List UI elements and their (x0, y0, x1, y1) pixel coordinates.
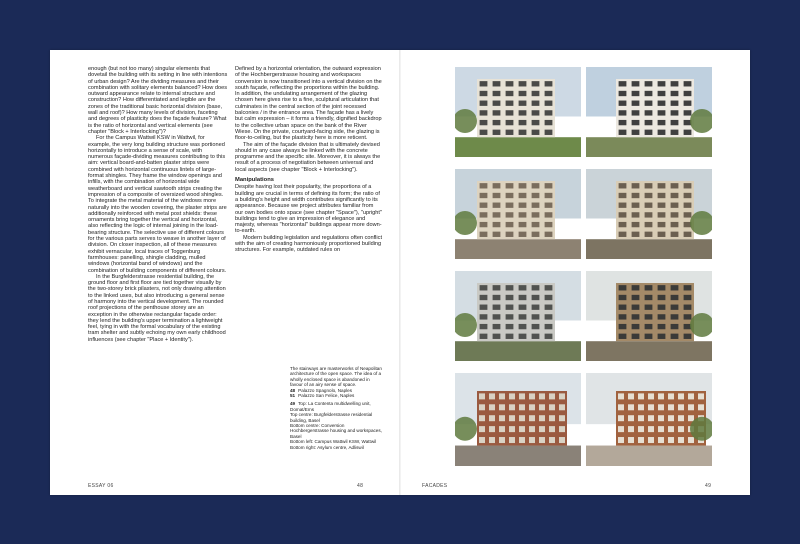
footer-label-right: FACADES (422, 483, 448, 489)
image-captions (290, 366, 382, 450)
photo-la-contenta-left (455, 67, 581, 157)
caption-text: Top: La Contenta multidwelling unit, Domat/Ems (290, 401, 371, 412)
paragraph: Despite having lost their popularity, the proportions of a building are crucial in terms of defining its form; the ratio of a building's height and width contributes significantly to its appearance. Because we project attributes familiar from our own bodies onto space (see chapter "Space"), "upright" buildings tend to give an impression of elegance and majesty, whereas "horizontal" buildings appear more down-to-earth. (235, 184, 382, 235)
caption-line: Bottom centre: Conversion Hochbergerstrasse housing and workspaces, Basel (290, 423, 382, 439)
caption-intro: The stairways are masterworks of Neapolitan architecture of the open space. The idea of a wholly enclosed space is abandoned in favour of an airy sense of space. (290, 366, 382, 388)
paragraph: enough (but not too many) singular elements that dovetail the building with its setting in line with intentions of urban design? Are the dividing measures and their combination with solitary elements balanced? How does outward appearance relate to internal structure and construction? How differentiated and legible are the zones of the traditional basic horizontal division (base, wall and roof)? How many levels of division, faceting and degrees of plasticity does the façade feature? What is the ratio of horizontal and vertical elements (see chapter "Block + Interlocking")? (88, 66, 228, 135)
section-heading: Manipulations (235, 177, 274, 184)
footer-label-left: ESSAY 06 (88, 483, 114, 489)
paragraph: The aim of the façade division that is ultimately devised should in any case always be linked with the concrete programme and the specific site. Moreover, it is always the result of a process of negotiation between universal and local aspects (see chapter "Block + Interlocking"). (235, 141, 381, 173)
caption-text: Palazzo San Felice, Naples (298, 393, 355, 399)
photo-burgfelderstrasse-right (586, 169, 712, 259)
photo-asylum-centre (586, 373, 712, 466)
caption-line: Bottom right: Asylum centre, Adliswil (290, 444, 364, 450)
page-number-right: 49 (705, 483, 712, 489)
paragraph: Defined by a horizontal orientation, the outward expression of the Hochbergerstrasse housing and workspaces conversion is now transitioned into a vertical division on the south façade, reflecting the proportions within the building. In addition, the undulating arrangement of the glazing chosen here gives rise to a fine, sculptural articulation that culminates in the central section of the joint recessed balconies / in the entrance area. The façade has a lively but calm expression – it forms a friendly, dignified backdrop to the collective urban space on the bank of the River Wiese. On the private, courtyard-facing side, the glazing is floor-to-ceiling, but the plasticity here is more reticent. (235, 66, 382, 142)
caption-number: 48 (290, 387, 296, 393)
text-column-2 (235, 66, 382, 254)
caption-number: 49 (290, 401, 296, 407)
photo-hochbergerstrasse-left (455, 271, 581, 361)
photo-la-contenta-right (586, 67, 712, 157)
photo-hochbergerstrasse-right (586, 271, 712, 361)
caption-line: Top centre: Burgfelderstrasse residential building, Basel (290, 412, 373, 423)
text-column-1 (88, 66, 228, 343)
paragraph: For the Campus Wattwil KSW in Wattwil, for example, the very long building structure was portioned horizontally to introduce a sense of scale, with numerous façade-dividing measures contributing to this aim: vertical board-and-batten plaster strips were combined with horizontal continuous lintels of large-format shingles. They frame the window openings and infills, with the combination of horizontal wide weatherboard and vertical sawtooth strips creating the impression of a composite of oversized wood shingles. To integrate the metal material of the windows more naturally into the wooden covering, the plaster strips are additionally reinforced with metal post shields: these ornaments bring together the vertical and horizontal, also reflecting the logic of internal joining in the load-bearing structure. The selective use of different colours for the various parts serves to weave in another layer of division. On closer inspection, all of these measures exhibit vernacular, local traces of Toggenburg farmhouses: panelling, shingle cladding, mulled windows (horizontal band of windows) and the combination of building components of different colours. (88, 135, 227, 274)
paragraph: Modern building legislation and regulations often conflict with the aim of creating harmoniously proportioned building structures. For example, outdated rules on (235, 234, 382, 254)
caption-line: Bottom left: Campus Wattwil KSW, Wattwil (290, 439, 377, 445)
photo-campus-wattwil (455, 373, 581, 466)
page-number-left: 48 (357, 483, 364, 489)
photo-burgfelderstrasse-left (455, 169, 581, 259)
caption-text: Palazzo Spagnolo, Naples (298, 387, 353, 393)
paragraph: In the Burgfelderstrasse residential building, the ground floor and first floor are tied together visually by the two-storey brick pilasters, not only drawing attention to the linked uses, but also introducing a general sense of harmony into the vertical development. The rounded roof projections of the penthouse storey are an exception in the otherwise rectangular façade order: they lend the building's upper termination a lightweight feel, tying in with the formal vocabulary of the existing tram shelter and subtly echoing my own early childhood influences (see chapter "Place + Identity"). (88, 273, 226, 343)
book-gutter (399, 50, 401, 495)
caption-item (290, 401, 382, 412)
caption-number: 51 (290, 393, 296, 399)
book-spread (50, 50, 750, 495)
